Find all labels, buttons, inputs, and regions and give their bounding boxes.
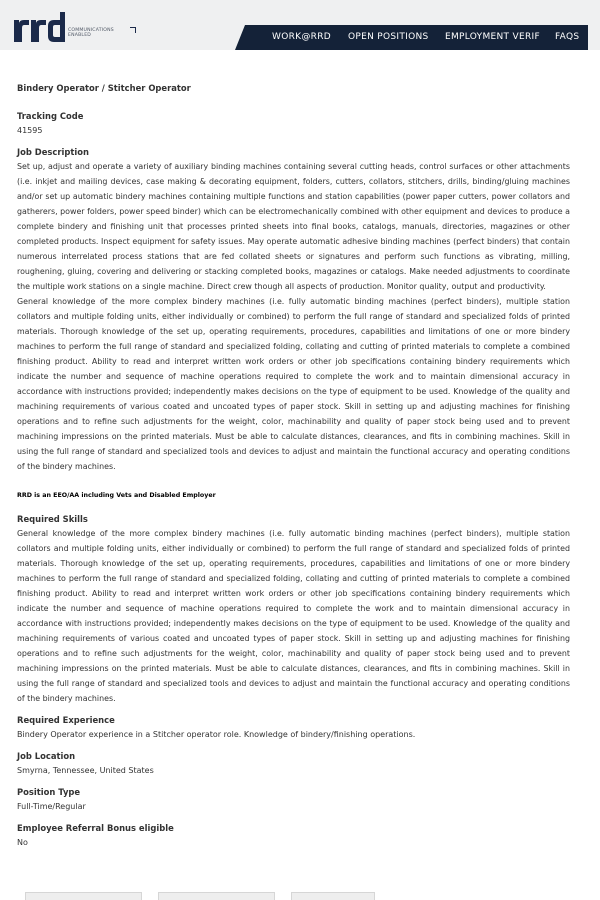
job-detail [17, 82, 570, 850]
tracking-code-value: 41595 [17, 126, 43, 135]
referral-bonus-label: Employee Referral Bonus eligible [17, 823, 174, 833]
referral-bonus-value: No [17, 838, 28, 847]
nav-item-faqs[interactable]: FAQS [555, 32, 580, 42]
eeo-statement: RRD is an EEO/AA including Vets and Disabled Employer [17, 492, 216, 499]
position-type-label: Position Type [17, 787, 81, 797]
action-button-2[interactable] [158, 892, 275, 900]
job-title: Bindery Operator / Stitcher Operator [17, 83, 191, 93]
job-location-label: Job Location [17, 751, 76, 761]
action-button-1[interactable] [25, 892, 142, 900]
job-location-value: Smyrna, Tennessee, United States [17, 766, 154, 775]
required-experience-label: Required Experience [17, 715, 115, 725]
position-type-value: Full-Time/Regular [17, 802, 86, 811]
nav-item-open-positions[interactable]: OPEN POSITIONS [348, 32, 429, 42]
job-description-label: Job Description [17, 147, 89, 157]
nav-item-employment-verif[interactable]: EMPLOYMENT VERIF [445, 32, 540, 42]
required-skills-text: General knowledge of the more complex bindery machines (i.e. fully automatic binding machines (perfect binders), multiple station collators and multiple folding units, either individually or combined) to perform the full range of standard and specialized folds of printed materials. Thorough knowledge of the set up, operating requirements, procedures, capabilities and limitations of one or more bindery machines to perform the full range of standard and specialized folding, collating and cutting of printed materials to complete a combined finishing product. Ability to read and interpret written work orders or other job specifications containing bindery requirements which indicate the number and sequence of machine operations required to complete the work and to maintain dimensional accuracy in accordance with instructions provided; independently makes decisions on the type of equipment to be used. Knowledge of the quality and machining requirements of various coated and uncoated types of paper stock. Skill in setting up and adjusting machines for finishing operations and to refine such adjustments for the weight, color, machinability and quality of paper stock being used and to prevent machining impressions on the printed materials. Must be able to calculate distances, clearances, and fits in combining machines. Skill in using the full range of standard and specialized tools and devices to adjust and maintain the functional accuracy and operating conditions of the bindery machines. [17, 529, 570, 703]
job-description-paragraph-2: General knowledge of the more complex bindery machines (i.e. fully automatic binding machines (perfect binders), multiple station collators and multiple folding units, either individually or combined) to perform the full range of standard and specialized folds of printed materials. Thorough knowledge of the set up, operating requirements, procedures, capabilities and limitations of one or more bindery machines to perform the full range of standard and specialized folding, collating and cutting of printed materials to complete a combined finishing product. Ability to read and interpret written work orders or other job specifications containing bindery requirements which indicate the number and sequence of machine operations required to complete the work and to maintain dimensional accuracy in accordance with instructions provided; independently makes decisions on the type of equipment to be used. Knowledge of the quality and machining requirements of various coated and uncoated types of paper stock. Skill in setting up and adjusting machines for finishing operations and to refine such adjustments for the weight, color, machinability and quality of paper stock being used and to prevent machining impressions on the printed materials. Must be able to calculate distances, clearances, and fits in combining machines. Skill in using the full range of standard and specialized tools and devices to adjust and maintain the functional accuracy and operating conditions of the bindery machines. [17, 297, 570, 471]
required-experience-text: Bindery Operator experience in a Stitcher operator role. Knowledge of bindery/finishing operations. [17, 730, 416, 739]
rrd-logo-mark [14, 12, 66, 42]
logo-tagline: COMMUNICATIONS ENABLED [68, 28, 114, 39]
logo-corner-mark [130, 27, 136, 33]
required-skills-label: Required Skills [17, 514, 88, 524]
action-button-3[interactable] [291, 892, 375, 900]
nav-item-work-at-rrd[interactable]: WORK@RRD [272, 32, 331, 42]
main-nav [245, 25, 588, 50]
site-header [0, 0, 600, 50]
tracking-code-label: Tracking Code [17, 111, 84, 121]
rrd-logo[interactable] [14, 10, 134, 44]
action-buttons [25, 892, 385, 900]
job-description-paragraph-1: Set up, adjust and operate a variety of auxiliary binding machines containing several cutting heads, control surfaces or other attachments (i.e. inkjet and mailing devices, case making & decorating equipment, folders, cutters, collators, stitchers, drills, binding/gluing machines and/or set up automatic bindery machines containing multiple functions and station capabilities (power paper cutters, power collators and gatherers, power folders, power speed binder) which can be electromechanically combined with other equipment and devices to produce a complete bindery and finishing unit that processes printed sheets into final books, catalogs, manuals, directories, magazines or other completed products. Inspect equipment for safety issues. May operate automatic adhesive binding machines (perfect binders) that contain numerous interrelated process stations that are fed collated sheets or signatures and perform such functions as vibrating, milling, roughening, gluing, covering and delivering or stacking completed books, magazines or catalogs. Make needed adjustments to coordinate the multiple work stations on a single machine. Direct crew though all aspects of production. Monitor quality, output and productivity. [17, 162, 570, 291]
